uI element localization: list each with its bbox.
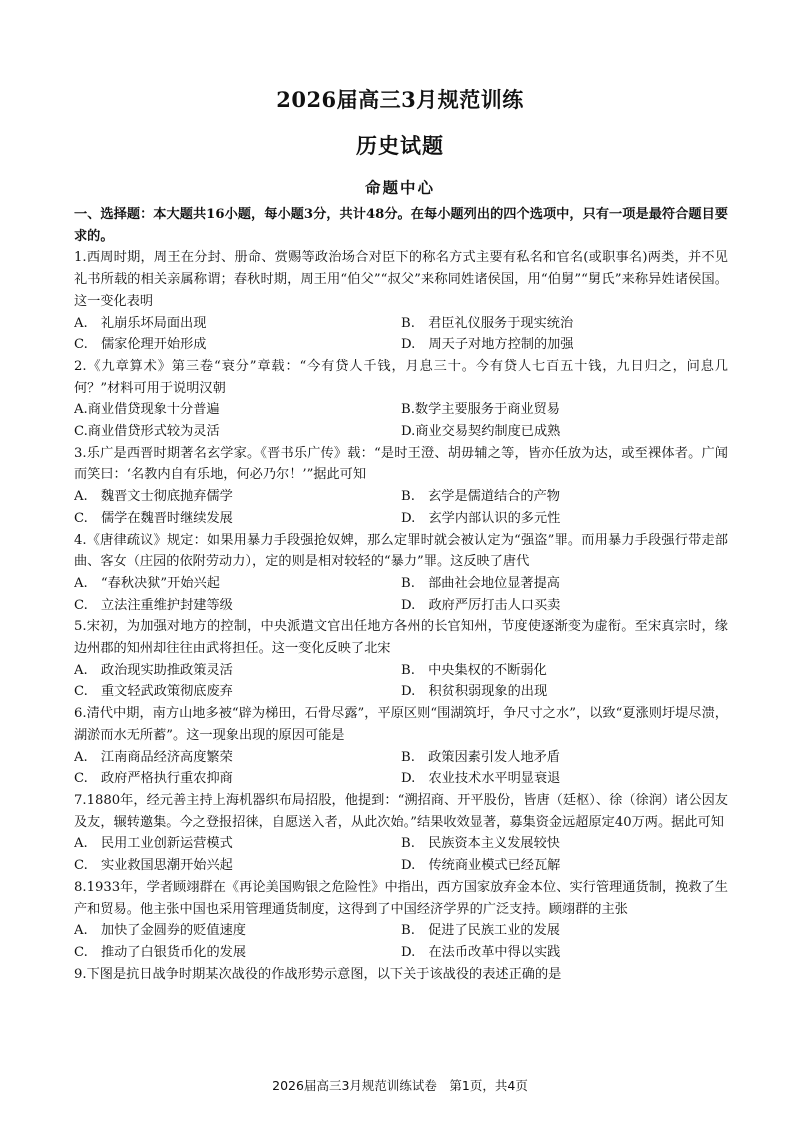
- question-item: [74, 356, 728, 443]
- answer-option: C. 重文轻武政策彻底废弃: [74, 684, 233, 700]
- exam-content: [74, 204, 728, 985]
- exam-title: 2026届高三3月规范训练: [276, 87, 524, 112]
- answer-option: A. “春秋决狱”开始兴起: [74, 575, 220, 591]
- question-stem: 7.1880年，经元善主持上海机器织布局招股，他提到：“溯招商、开平股份，皆唐（廷枢）、徐（徐润）诸公因友及友，辗转邀集。今之登报招徕，自愿送入者，从此次始。”结果收效显著，募集资金远超原定40万两。据此可知: [74, 792, 728, 830]
- answer-option: A. 政治现实助推政策灵活: [74, 662, 233, 678]
- answer-option: A. 加快了金圆券的贬值速度: [74, 923, 246, 939]
- answer-option: C.商业借贷形式较为灵活: [74, 424, 220, 440]
- option-list: [74, 313, 728, 356]
- answer-option: B. 玄学是儒道结合的产物: [401, 489, 560, 505]
- answer-option: D. 玄学内部认识的多元性: [401, 510, 561, 526]
- answer-option: D. 传统商业模式已经瓦解: [401, 858, 561, 874]
- question-item: [74, 443, 728, 530]
- question-stem: 6.清代中期，南方山地多被“辟为梯田，石骨尽露”，平原区则“围湖筑圩，争尺寸之水”，以致“夏涨则圩堤尽溃，湖淤而水无所蓄”。这一现象出现的原因可能是: [74, 706, 728, 743]
- answer-option: D. 积贫积弱现象的出现: [401, 684, 548, 700]
- question-list: [74, 247, 728, 985]
- option-list: [74, 399, 728, 442]
- answer-option: D. 农业技术水平明显衰退: [401, 771, 561, 787]
- answer-option: B. 政策因素引发人地矛盾: [401, 749, 560, 765]
- option-list: [74, 920, 728, 963]
- question-stem: 3.乐广是西晋时期著名玄学家。《晋书乐广传》载：“是时王澄、胡毋辅之等，皆亦任放为达，或至裸体者。广闻而笑曰：‘名教内自有乐地，何必乃尔！’”据此可知: [74, 445, 728, 483]
- answer-option: A.商业借贷现象十分普遍: [74, 402, 220, 418]
- answer-option: C. 实业救国思潮开始兴起: [74, 858, 233, 874]
- answer-option: B. 促进了民族工业的发展: [401, 923, 560, 939]
- question-item: [74, 530, 728, 617]
- question-item: [74, 964, 728, 986]
- option-list: [74, 747, 728, 790]
- author-line: 命题中心: [364, 178, 435, 197]
- answer-option: B.数学主要服务于商业贸易: [401, 402, 560, 418]
- answer-option: B. 中央集权的不断弱化: [401, 662, 547, 678]
- question-item: [74, 877, 728, 964]
- question-item: [74, 790, 728, 877]
- answer-option: A. 江南商品经济高度繁荣: [74, 749, 233, 765]
- question-item: [74, 247, 728, 356]
- answer-option: D. 政府严厉打击人口买卖: [401, 597, 561, 613]
- answer-option: C. 儒学在魏晋时继续发展: [74, 510, 233, 526]
- option-list: [74, 486, 728, 529]
- question-item: [74, 703, 728, 790]
- subject-title: 历史试题: [356, 133, 444, 158]
- page-footer: 2026届高三3月规范训练试卷 第1页，共4页: [272, 1078, 528, 1093]
- option-list: [74, 573, 728, 616]
- answer-option: A. 民用工业创新运营模式: [74, 836, 233, 852]
- option-list: [74, 660, 728, 703]
- answer-option: D. 周天子对地方控制的加强: [401, 337, 574, 353]
- question-stem: 2.《九章算术》第三卷“衰分”章载：“今有贷人千钱，月息三十。今有贷人七百五十钱，九日归之，问息几何？”材料可用于说明汉朝: [74, 358, 728, 396]
- question-stem: 5.宋初，为加强对地方的控制，中央派遣文官出任地方各州的长官知州，节度使逐渐变为虚衔。至宋真宗时，缘边州郡的知州却往往由武将担任。这一变化反映了北宋: [74, 619, 728, 657]
- answer-option: C. 儒家伦理开始形成: [74, 337, 207, 353]
- section-heading: 一、选择题：本大题共16小题，每小题3分，共计48分。在每小题列出的四个选项中，只有一项是最符合题目要求的。: [74, 207, 728, 244]
- question-stem: 4.《唐律疏议》规定：如果用暴力手段强抢奴婢，那么定罪时就会被认定为“强盗”罪。而用暴力手段强行带走部曲、客女（庄园的依附劳动力），定的则是相对较轻的“暴力”罪。这反映了唐代: [74, 532, 728, 570]
- answer-option: B. 民族资本主义发展较快: [401, 836, 560, 852]
- answer-option: A. 魏晋文士彻底抛弃儒学: [74, 489, 233, 505]
- question-item: [74, 616, 728, 703]
- option-list: [74, 833, 728, 876]
- answer-option: C. 政府严格执行重农抑商: [74, 771, 233, 787]
- answer-option: B. 部曲社会地位显著提高: [401, 575, 560, 591]
- answer-option: A. 礼崩乐坏局面出现: [74, 315, 207, 331]
- question-stem: 1.西周时期，周王在分封、册命、赏赐等政治场合对臣下的称名方式主要有私名和官名(或职事名)两类，并不见礼书所载的相关亲属称谓；春秋时期，周王用“伯父”“叔父”来称同姓诸侯国，用“伯舅”“舅氏”来称异姓诸侯国。这一变化表明: [74, 250, 728, 309]
- answer-option: C. 推动了白银货币化的发展: [74, 944, 247, 960]
- answer-option: D.商业交易契约制度已成熟: [401, 424, 561, 440]
- question-stem: 8.1933年，学者顾翊群在《再论美国购银之危险性》中指出，西方国家放弃金本位、实行管理通货制，挽救了生产和贸易。他主张中国也采用管理通货制度，这得到了中国经济学界的广泛支持。顾翊群的主张: [74, 879, 728, 917]
- question-stem: 9.下图是抗日战争时期某次战役的作战形势示意图，以下关于该战役的表述正确的是: [74, 966, 562, 982]
- answer-option: D. 在法币改革中得以实践: [401, 944, 561, 960]
- answer-option: C. 立法注重维护封建等级: [74, 597, 233, 613]
- answer-option: B. 君臣礼仪服务于现实统治: [401, 315, 574, 331]
